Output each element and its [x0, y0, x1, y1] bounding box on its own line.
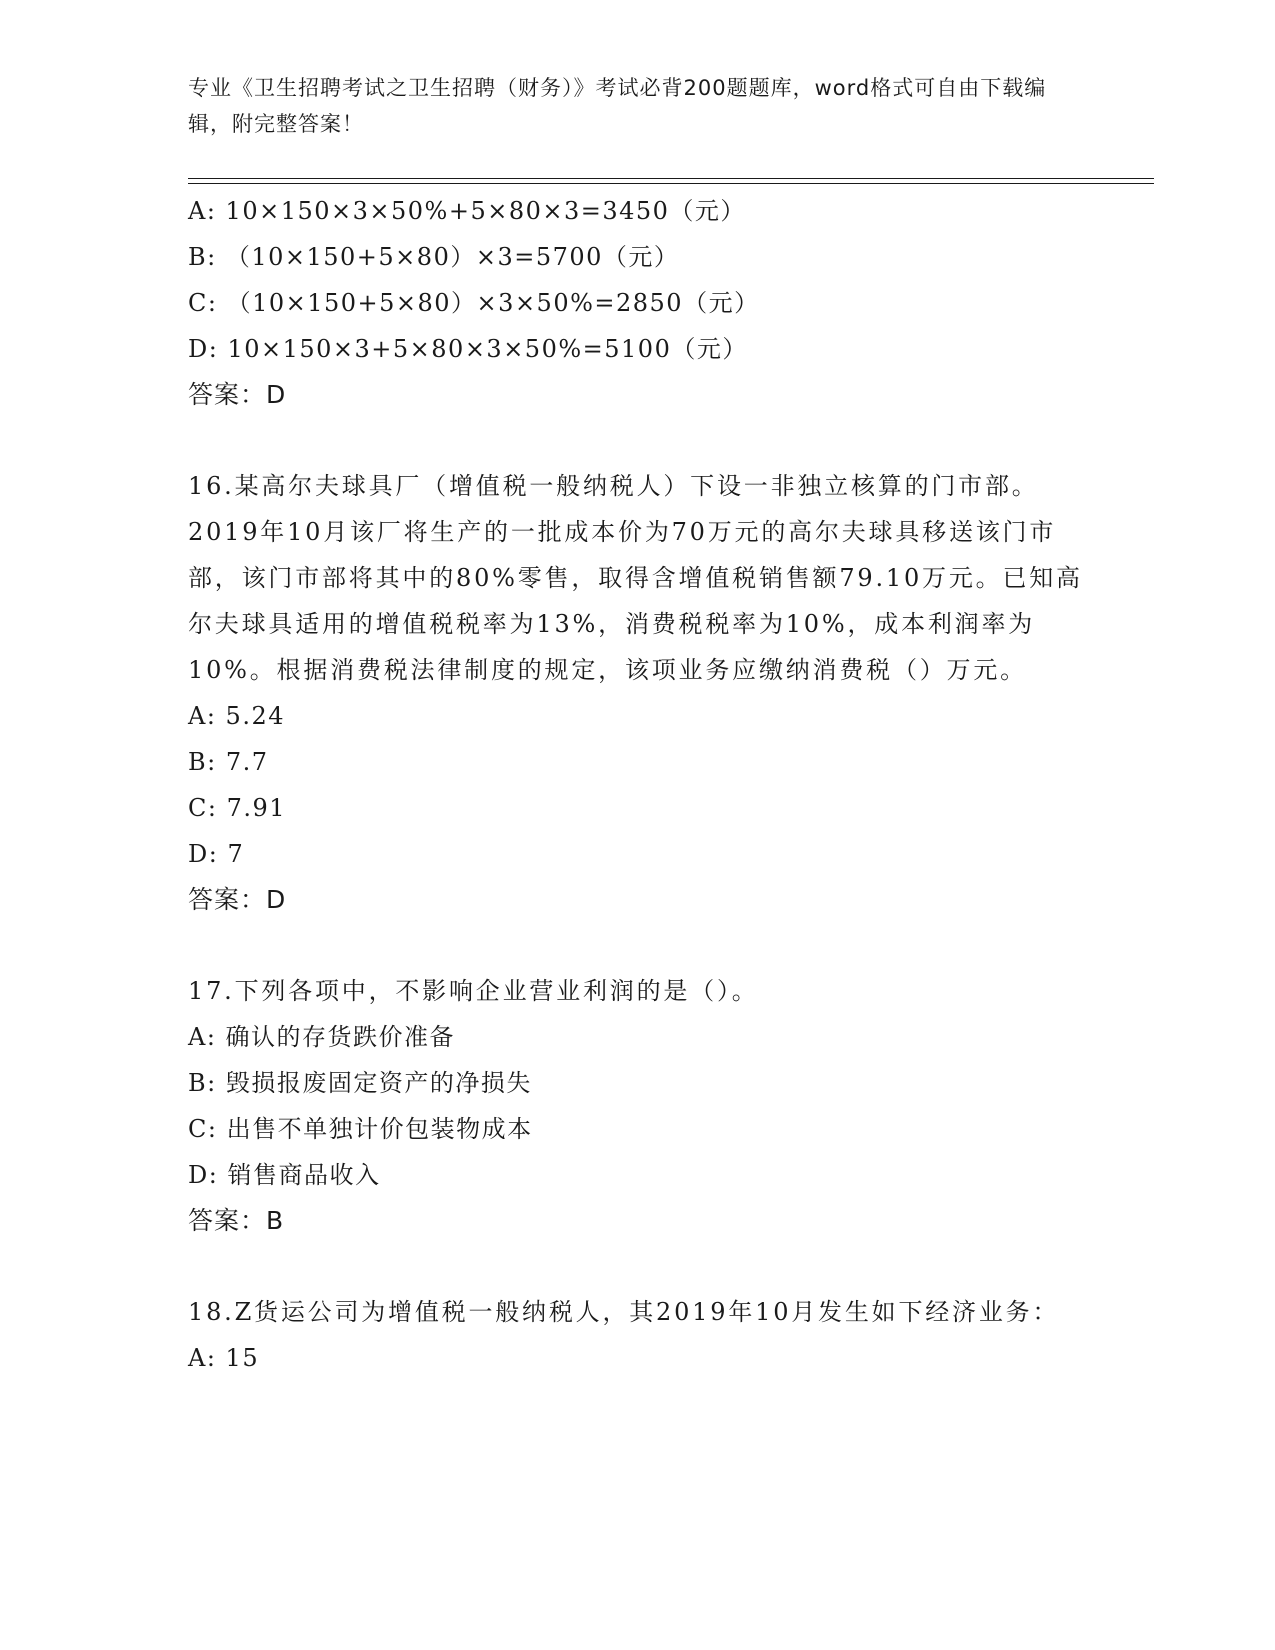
option-b: B: 毁损报废固定资产的净损失: [188, 1069, 532, 1097]
document-header: 专业《卫生招聘考试之卫生招聘（财务）》考试必背200题题库，word格式可自由下载编辑，附完整答案！: [188, 76, 1047, 136]
option-d: D: 7: [188, 840, 245, 868]
question-17: [188, 968, 1088, 1244]
option-c: C: 7.91: [188, 794, 287, 822]
question-stem: 16.某高尔夫球具厂（增值税一般纳税人）下设一非独立核算的门市部。2019年10月该厂将生产的一批成本价为70万元的高尔夫球具移送该门市部，该门市部将其中的80%零售，取得含增值税销售额79.10万元。已知高尔夫球具适用的增值税税率为13%，消费税税率为10%，成本利润率为10%。根据消费税法律制度的规定，该项业务应缴纳消费税（）万元。: [188, 472, 1083, 684]
answer-line: 答案：D: [188, 380, 287, 409]
option-a: A: 15: [188, 1344, 260, 1372]
header-rule-bottom: [188, 183, 1154, 184]
question-15: [188, 188, 1088, 418]
answer-line: 答案：B: [188, 1206, 285, 1235]
question-stem: 18.Z货运公司为增值税一般纳税人，其2019年10月发生如下经济业务：: [188, 1298, 1060, 1326]
answer-line: 答案：D: [188, 885, 287, 914]
option-b: B: （10×150+5×80）×3=5700（元）: [188, 243, 680, 271]
header-rule-top: [188, 178, 1154, 179]
option-a: A: 5.24: [188, 702, 285, 730]
option-b: B: 7.7: [188, 748, 269, 776]
question-list: [188, 188, 1088, 1381]
option-a: A: 10×150×3×50%+5×80×3=3450（元）: [188, 197, 746, 225]
option-d: D: 销售商品收入: [188, 1161, 381, 1189]
question-18: [188, 1289, 1088, 1381]
option-c: C: （10×150+5×80）×3×50%=2850（元）: [188, 289, 760, 317]
option-c: C: 出售不单独计价包装物成本: [188, 1115, 533, 1143]
option-a: A: 确认的存货跌价准备: [188, 1023, 456, 1051]
question-16: [188, 463, 1088, 923]
option-d: D: 10×150×3+5×80×3×50%=5100（元）: [188, 335, 748, 363]
question-stem: 17.下列各项中，不影响企业营业利润的是（）。: [188, 977, 759, 1005]
